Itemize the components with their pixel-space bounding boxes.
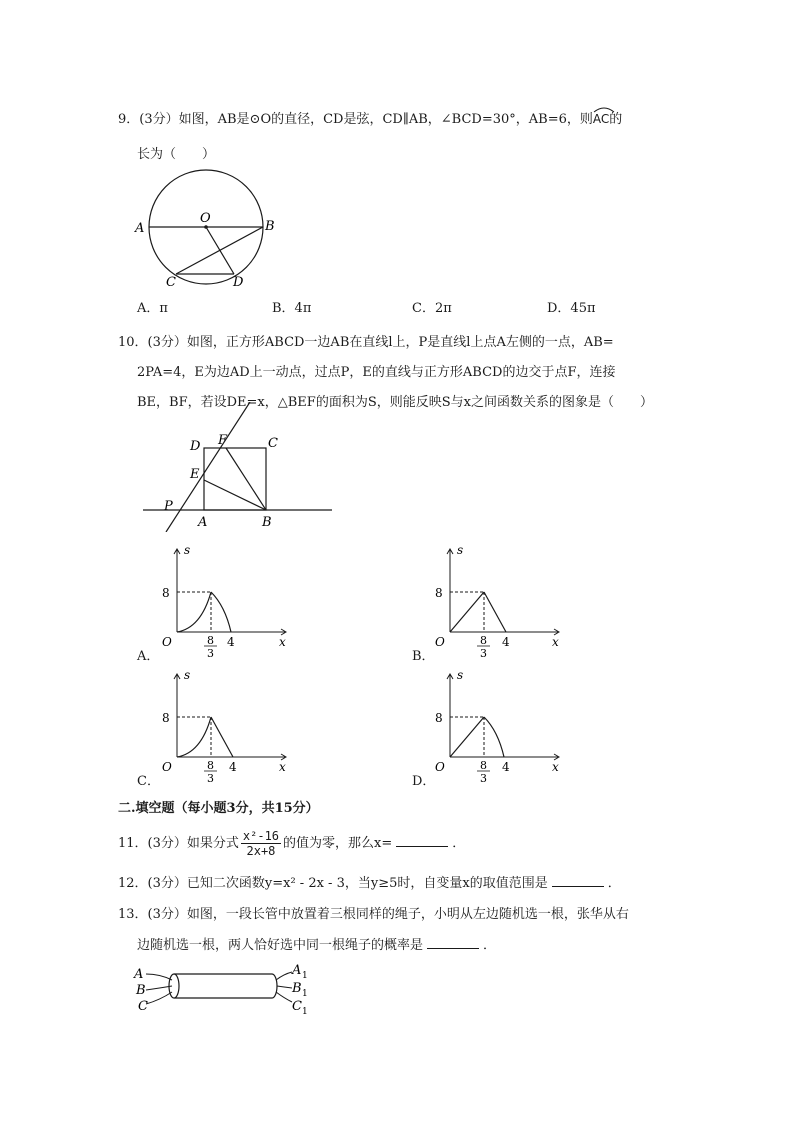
tube-right-end [272, 974, 277, 998]
svg-text:B: B [292, 981, 302, 996]
svg-text:B: B [136, 983, 146, 998]
label-e: E [190, 467, 200, 482]
square-abcd [204, 448, 266, 510]
q9-option-b: B．4π [272, 301, 312, 316]
q10-line1: 10．(3分）如图，正方形ABCD一边AB在直线l上，P是直线l上点A左侧的一点，AB= [118, 335, 614, 350]
q10-option-d: D． [412, 774, 436, 789]
q12-answer-blank[interactable] [552, 874, 604, 887]
svg-text:3: 3 [480, 772, 487, 785]
q10-square-figure [138, 402, 338, 532]
curve-fall [484, 717, 504, 757]
svg-text:x: x [279, 635, 286, 649]
line-rise [450, 717, 484, 757]
svg-text:O: O [162, 760, 172, 774]
label-b: B [265, 219, 275, 234]
q9-line2: 长为（ ） [137, 147, 216, 162]
q10-line2: 2PA=4，E为边AD上一动点，过点P，E的直线与正方形ABCD的边交于点F，连接 [137, 365, 616, 380]
graph-c [155, 665, 295, 790]
svg-text:4: 4 [227, 635, 235, 649]
q9-line1: 9．(3分）如图，AB是⊙O的直径，CD是弦，CD∥AB，∠BCD=30°，AB=6，则 AC的 [118, 110, 622, 129]
label-p: P [164, 499, 173, 514]
svg-text:3: 3 [207, 647, 214, 660]
svg-text:1: 1 [302, 1007, 308, 1017]
svg-text:8: 8 [480, 759, 487, 772]
label-a: A [135, 221, 145, 236]
section-2-title: 二.填空题（每小题3分，共15分） [118, 801, 319, 816]
q13-line1: 13．(3分）如图，一段长管中放置着三根同样的绳子，小明从左边随机选一根，张华从右 [118, 907, 629, 922]
svg-text:4: 4 [502, 760, 510, 774]
svg-text:8: 8 [480, 634, 487, 647]
q10-line3: BE，BF，若设DE=x，△BEF的面积为S，则能反映S与x之间函数关系的图象是（ ） [137, 395, 653, 410]
svg-text:4: 4 [229, 760, 237, 774]
svg-text:1: 1 [302, 989, 308, 999]
svg-text:O: O [162, 635, 172, 649]
line-fall [484, 592, 506, 632]
line-rise [450, 592, 484, 632]
svg-text:s: s [457, 668, 464, 682]
label-c: C [166, 275, 176, 290]
q11-fraction: $\frac{\text{x²-16}}{2x+8}$ [242, 829, 280, 858]
line-pef [166, 402, 250, 532]
graph-b [428, 540, 568, 665]
label-o: O [200, 211, 211, 226]
svg-text:O: O [435, 760, 445, 774]
svg-text:x: x [552, 760, 559, 774]
label-d: D [233, 275, 244, 290]
label-f: F [218, 433, 228, 448]
svg-text:3: 3 [207, 772, 214, 785]
q13-line2: 边随机选一根，两人恰好选中同一根绳子的概率是 ． [137, 938, 497, 953]
svg-text:A: A [134, 967, 144, 982]
svg-text:O: O [435, 635, 445, 649]
q10-option-b: B． [412, 649, 435, 664]
label-d: D [190, 439, 201, 454]
label-b: B [262, 515, 272, 530]
arc-symbol [593, 105, 615, 113]
q10-option-a: A． [137, 649, 160, 664]
graph-d [428, 665, 568, 790]
q12-line: 12．(3分）已知二次函数y=x² - 2x - 3，当y≥5时，自变量x的取值范围是 ． [118, 876, 621, 891]
svg-text:s: s [184, 668, 191, 682]
svg-text:A: A [292, 963, 302, 978]
svg-text:8: 8 [162, 711, 170, 725]
segment-od [206, 227, 234, 274]
svg-text:4: 4 [502, 635, 510, 649]
q9-option-a: A．π [137, 301, 168, 316]
q13-answer-blank[interactable] [427, 936, 479, 949]
svg-text:8: 8 [435, 586, 443, 600]
q11-answer-blank[interactable] [396, 834, 448, 847]
svg-text:3: 3 [480, 647, 487, 660]
svg-text:C: C [292, 999, 302, 1014]
q9-option-c: C．2π [412, 301, 452, 316]
svg-text:x: x [279, 760, 286, 774]
label-a: A [198, 515, 208, 530]
curve-rise [177, 717, 211, 757]
svg-text:8: 8 [162, 586, 170, 600]
curve-fall [211, 592, 231, 632]
svg-text:1: 1 [302, 971, 308, 981]
svg-text:x: x [552, 635, 559, 649]
line-fall [211, 717, 233, 757]
svg-text:8: 8 [207, 759, 214, 772]
q9-circle-figure [132, 166, 282, 290]
label-c: C [268, 436, 278, 451]
svg-text:8: 8 [207, 634, 214, 647]
svg-text:s: s [184, 543, 191, 557]
q13-tube-figure [132, 960, 322, 1020]
graph-a [155, 540, 295, 665]
svg-text:s: s [457, 543, 464, 557]
svg-text:C: C [138, 999, 148, 1014]
q10-option-c: C． [137, 774, 160, 789]
svg-text:8: 8 [435, 711, 443, 725]
q9-option-d: D．45π [547, 301, 596, 316]
q11-line: 11．(3分）如果分式 $\frac{\text{x²-16}}{2x+8}$ 的值为零，那么x= ． [118, 829, 466, 858]
curve-rise [177, 592, 211, 632]
